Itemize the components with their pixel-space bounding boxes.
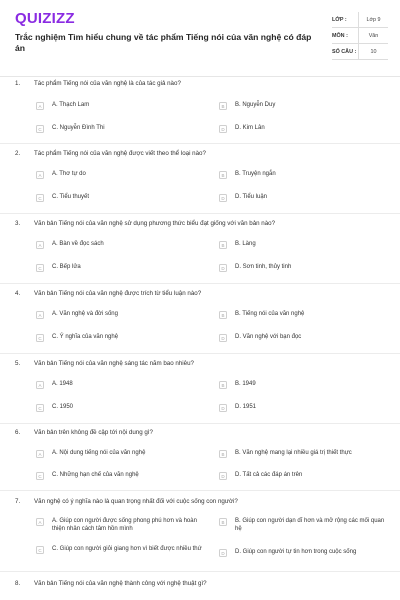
option-text: A. Giúp con người được sống phong phú hơn và hoàn thiện nhân cách tâm hồn mình bbox=[52, 518, 197, 532]
option-letter-badge: A bbox=[36, 102, 44, 110]
option-letter-badge: A bbox=[36, 171, 44, 179]
option-text: A. Thạch Lam bbox=[52, 102, 90, 108]
question-text: Tác phẩm Tiếng nói của văn nghệ được viết theo thể loại nào? bbox=[34, 150, 206, 157]
option-text: A. Văn nghệ và đời sống bbox=[52, 311, 118, 317]
option-letter-badge: A bbox=[36, 518, 44, 526]
option-letter-badge: C bbox=[36, 334, 44, 342]
option-text: C. Nguyễn Đình Thi bbox=[52, 125, 105, 131]
option-c[interactable] bbox=[36, 545, 204, 563]
option-c[interactable] bbox=[36, 403, 204, 415]
quizizz-logo bbox=[15, 10, 75, 26]
option-letter-badge: D bbox=[219, 125, 227, 133]
option-text: B. Giúp con người dạn dĩ hơn và mở rộng các mối quan hệ bbox=[235, 518, 385, 532]
option-letter-badge: C bbox=[36, 264, 44, 272]
option-d[interactable] bbox=[219, 124, 389, 136]
option-letter-badge: B bbox=[219, 102, 227, 110]
question-divider bbox=[0, 143, 400, 144]
option-text: A. Nội dung tiếng nói của văn nghệ bbox=[52, 450, 146, 456]
option-letter-badge: A bbox=[36, 241, 44, 249]
option-d[interactable] bbox=[219, 548, 389, 560]
meta-value: Văn bbox=[358, 28, 388, 43]
option-b[interactable] bbox=[219, 380, 389, 392]
option-letter-badge: B bbox=[219, 241, 227, 249]
option-text: A. Thơ tự do bbox=[52, 171, 86, 177]
option-c[interactable] bbox=[36, 471, 204, 483]
question-number: 6. bbox=[15, 429, 21, 436]
option-c[interactable] bbox=[36, 124, 204, 136]
option-letter-badge: A bbox=[36, 450, 44, 458]
question-text: Văn bản Tiếng nói của văn nghệ sáng tác năm bao nhiêu? bbox=[34, 360, 194, 367]
option-letter-badge: B bbox=[219, 381, 227, 389]
option-letter-badge: C bbox=[36, 404, 44, 412]
question-divider bbox=[0, 283, 400, 284]
question-divider bbox=[0, 353, 400, 354]
question-divider bbox=[0, 571, 400, 572]
option-text: C. Những hạn chế của văn nghệ bbox=[52, 472, 139, 478]
question-text: Văn bản Tiếng nói của văn nghệ sử dụng phương thức biểu đạt giống với văn bản nào? bbox=[34, 220, 276, 227]
option-text: B. Tiếng nói của văn nghệ bbox=[235, 311, 305, 317]
option-b[interactable] bbox=[219, 310, 389, 322]
option-d[interactable] bbox=[219, 263, 389, 275]
option-a[interactable] bbox=[36, 449, 204, 461]
meta-key: LỚP : bbox=[332, 16, 347, 23]
option-letter-badge: A bbox=[36, 381, 44, 389]
option-text: A. 1948 bbox=[52, 381, 73, 387]
option-letter-badge: D bbox=[219, 264, 227, 272]
logo-text: QUIZIZZ bbox=[15, 9, 75, 27]
option-letter-badge: C bbox=[36, 194, 44, 202]
question-number: 1. bbox=[15, 80, 21, 87]
question-number: 7. bbox=[15, 498, 21, 505]
question-divider bbox=[0, 423, 400, 424]
option-b[interactable] bbox=[219, 517, 389, 535]
option-text: D. Tất cả các đáp án trên bbox=[235, 472, 303, 478]
worksheet-header bbox=[0, 0, 400, 76]
option-letter-badge: C bbox=[36, 472, 44, 480]
option-text: A. Bàn về đọc sách bbox=[52, 241, 104, 247]
option-text: B. 1949 bbox=[235, 381, 256, 387]
option-text: C. 1950 bbox=[52, 404, 74, 410]
question-number: 8. bbox=[15, 580, 21, 587]
question-text: Văn bản Tiếng nói của văn nghệ thành công với nghệ thuật gì? bbox=[34, 580, 207, 587]
option-letter-badge: D bbox=[219, 472, 227, 480]
option-c[interactable] bbox=[36, 263, 204, 275]
meta-key: MÔN : bbox=[332, 32, 348, 39]
option-c[interactable] bbox=[36, 333, 204, 345]
meta-table bbox=[332, 12, 388, 60]
option-a[interactable] bbox=[36, 517, 204, 535]
question-text: Văn bản trên không đề cập tới nội dung gì? bbox=[34, 429, 153, 436]
option-text: D. 1951 bbox=[235, 404, 257, 410]
question-text: Văn bản Tiếng nói của văn nghệ được trích từ tiểu luận nào? bbox=[34, 290, 202, 297]
option-a[interactable] bbox=[36, 310, 204, 322]
option-text: D. Tiểu luận bbox=[235, 194, 268, 200]
meta-key: SỐ CÂU : bbox=[332, 48, 357, 55]
option-text: D. Sơn tinh, thủy tinh bbox=[235, 264, 292, 270]
question-number: 4. bbox=[15, 290, 21, 297]
option-text: D. Văn nghệ với bạn đọc bbox=[235, 334, 302, 340]
meta-row-count bbox=[332, 44, 388, 60]
question-number: 2. bbox=[15, 150, 21, 157]
option-b[interactable] bbox=[219, 170, 389, 182]
option-text: C. Tiểu thuyết bbox=[52, 194, 90, 200]
option-b[interactable] bbox=[219, 449, 389, 461]
option-letter-badge: D bbox=[219, 194, 227, 202]
option-text: C. Giúp con người giỏi giang hơn vì biết được nhiều thứ bbox=[52, 546, 202, 552]
option-a[interactable] bbox=[36, 240, 204, 252]
option-text: C. Bếp lửa bbox=[52, 264, 81, 270]
option-d[interactable] bbox=[219, 333, 389, 345]
option-d[interactable] bbox=[219, 471, 389, 483]
option-text: B. Làng bbox=[235, 241, 256, 247]
option-b[interactable] bbox=[219, 101, 389, 113]
worksheet-title: Trắc nghiệm Tìm hiểu chung về tác phẩm Tiếng nói của văn nghệ có đáp án bbox=[15, 32, 312, 53]
option-text: B. Nguyễn Duy bbox=[235, 102, 276, 108]
option-letter-badge: B bbox=[219, 518, 227, 526]
question-number: 5. bbox=[15, 360, 21, 367]
option-letter-badge: C bbox=[36, 125, 44, 133]
header-divider bbox=[0, 76, 400, 77]
option-letter-badge: C bbox=[36, 546, 44, 554]
option-letter-badge: B bbox=[219, 311, 227, 319]
option-d[interactable] bbox=[219, 403, 389, 415]
meta-value: Lớp 9 bbox=[358, 12, 388, 27]
option-letter-badge: B bbox=[219, 450, 227, 458]
option-text: B. Truyện ngắn bbox=[235, 171, 276, 177]
option-text: B. Văn nghệ mang lại nhiều giá trị thiết thực bbox=[235, 450, 352, 456]
option-a[interactable] bbox=[36, 380, 204, 392]
question-text: Văn nghệ có ý nghĩa nào là quan trọng nhất đối với cuộc sống con người? bbox=[34, 498, 238, 505]
question-number: 3. bbox=[15, 220, 21, 227]
meta-row-subject bbox=[332, 28, 388, 44]
option-letter-badge: D bbox=[219, 549, 227, 557]
meta-row-class bbox=[332, 12, 388, 28]
meta-value: 10 bbox=[358, 44, 388, 59]
option-letter-badge: B bbox=[219, 171, 227, 179]
option-c[interactable] bbox=[36, 193, 204, 205]
option-d[interactable] bbox=[219, 193, 389, 205]
option-a[interactable] bbox=[36, 170, 204, 182]
option-letter-badge: A bbox=[36, 311, 44, 319]
question-divider bbox=[0, 490, 400, 491]
option-text: D. Kim Lân bbox=[235, 125, 265, 131]
option-text: D. Giúp con người tự tin hơn trong cuộc sống bbox=[235, 549, 357, 555]
question-divider bbox=[0, 213, 400, 214]
option-letter-badge: D bbox=[219, 334, 227, 342]
option-a[interactable] bbox=[36, 101, 204, 113]
option-letter-badge: D bbox=[219, 404, 227, 412]
question-text: Tác phẩm Tiếng nói của văn nghệ là của tác giả nào? bbox=[34, 80, 181, 87]
option-b[interactable] bbox=[219, 240, 389, 252]
option-text: C. Ý nghĩa của văn nghệ bbox=[52, 334, 119, 340]
